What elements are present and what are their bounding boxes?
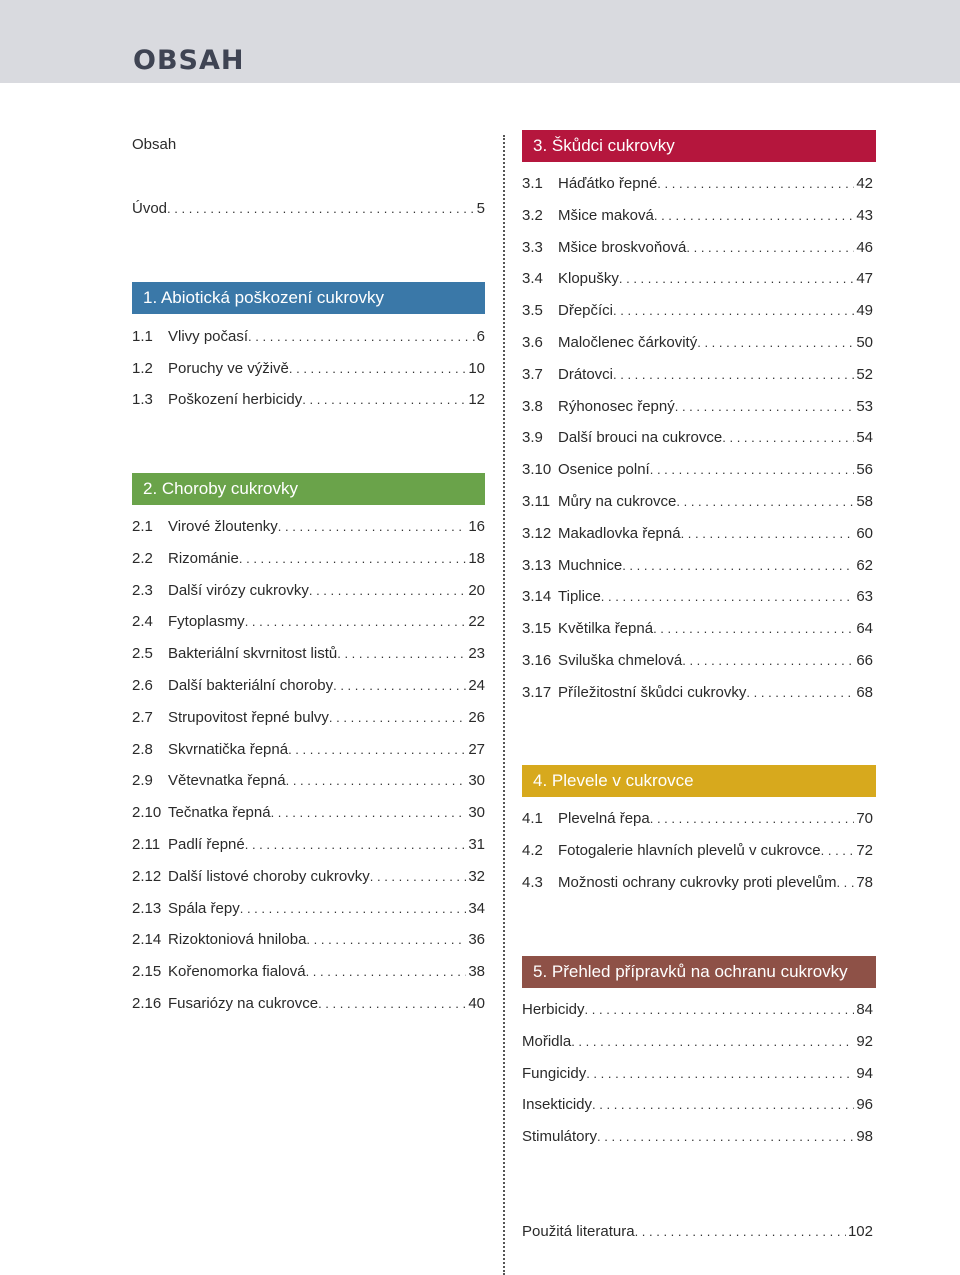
toc-entry[interactable] — [132, 676, 485, 696]
toc-entry-title: Herbicidy — [522, 1001, 585, 1018]
toc-entry-number: 2.3 — [132, 581, 153, 599]
toc-entry-page: 52 — [856, 365, 873, 383]
leader-dots — [697, 333, 854, 353]
toc-entry-number: 3.11 — [522, 493, 551, 510]
toc-entry[interactable] — [522, 619, 873, 639]
leader-dots — [318, 994, 466, 1014]
toc-entry-page: 6 — [476, 328, 485, 345]
leader-dots — [286, 771, 467, 791]
toc-entry-number: 2.5 — [132, 645, 153, 663]
toc-entry-number: 2.13 — [132, 899, 162, 917]
leader-dots — [245, 835, 467, 855]
toc-entry-page: 72 — [856, 841, 873, 859]
toc-entry[interactable] — [522, 174, 873, 194]
toc-entry-title: Květilka řepná — [558, 620, 654, 638]
leader-dots — [240, 899, 467, 919]
toc-entry-title: Další brouci na cukrovce — [558, 429, 723, 447]
leader-dots — [329, 708, 466, 728]
column-divider — [503, 135, 505, 1275]
toc-entry-title: Bakteriální skvrnitost listů — [168, 645, 338, 663]
toc-entry-page: 24 — [468, 677, 485, 694]
toc-entry-title: Rizoktoniová hniloba — [168, 931, 307, 949]
toc-entry-page: 40 — [468, 995, 485, 1012]
toc-entry[interactable] — [522, 809, 873, 829]
toc-entry-uvod[interactable] — [132, 199, 485, 219]
toc-entry-page: 49 — [856, 302, 873, 320]
leader-dots — [597, 1127, 854, 1147]
toc-entry-page: 58 — [856, 493, 873, 510]
leader-dots — [309, 581, 466, 601]
toc-entry-number: 3.14 — [522, 588, 552, 606]
leader-dots — [306, 962, 467, 982]
leader-dots — [686, 238, 854, 258]
toc-entry-title: Skvrnatička řepná — [168, 740, 289, 758]
toc-entry-number: 3.10 — [522, 461, 552, 479]
toc-entry-title: Osenice polní — [558, 461, 650, 479]
toc-entry-page: 92 — [856, 1032, 873, 1050]
toc-entry-number: 3.8 — [522, 397, 543, 415]
toc-entry-page: 18 — [468, 549, 485, 567]
toc-entry-page: 30 — [468, 804, 485, 822]
toc-entry-number: 3.2 — [522, 206, 543, 224]
toc-entry-page: 70 — [856, 810, 873, 827]
toc-entry[interactable] — [522, 524, 873, 544]
toc-entry-title: Maločlenec čárkovitý — [558, 334, 698, 351]
leader-dots — [613, 301, 854, 321]
toc-entry-page: 22 — [468, 613, 485, 631]
toc-entry-page: 62 — [856, 556, 873, 574]
toc-entry-title: Muchnice — [558, 556, 623, 574]
leader-dots — [622, 556, 854, 576]
toc-entry-number: 2.15 — [132, 963, 162, 981]
toc-entry[interactable] — [522, 841, 873, 861]
leader-dots — [746, 683, 854, 703]
toc-entry-title: Možnosti ochrany cukrovky proti plevelům — [558, 873, 837, 891]
toc-entry-title: Sviluška chmelová — [558, 652, 683, 669]
leader-dots — [635, 1222, 846, 1242]
toc-entry[interactable] — [522, 397, 873, 417]
toc-entry-title: Klopušky — [558, 270, 619, 288]
toc-entry-title: Drátovci — [558, 365, 614, 383]
toc-entry[interactable] — [522, 1000, 873, 1020]
toc-entry-title: Strupovitost řepné bulvy — [168, 708, 329, 726]
toc-entry[interactable] — [522, 460, 873, 480]
toc-entry-page: 38 — [468, 963, 485, 981]
toc-entry-number: 3.5 — [522, 302, 543, 320]
toc-entry[interactable] — [522, 428, 873, 448]
toc-entry-title: Stimulátory — [522, 1128, 598, 1146]
leader-dots — [619, 269, 854, 289]
toc-entry-number: 3.7 — [522, 365, 543, 383]
toc-entry[interactable] — [132, 517, 485, 537]
toc-entry-title: Tečnatka řepná — [168, 804, 271, 822]
section-heading-abiotic[interactable] — [132, 282, 485, 314]
leader-dots — [333, 676, 466, 696]
toc-entry-title: Makadlovka řepná — [558, 524, 681, 542]
toc-entry-title: Můry na cukrovce — [558, 493, 677, 510]
toc-entry-number: 2.11 — [132, 836, 161, 853]
toc-entry-page: 56 — [856, 461, 873, 479]
toc-entry-number: 3.6 — [522, 334, 543, 351]
toc-entry[interactable] — [132, 581, 485, 601]
leader-dots — [675, 397, 855, 417]
leader-dots — [650, 460, 855, 480]
toc-entry-title: Insekticidy — [522, 1096, 593, 1114]
toc-entry-number: 3.3 — [522, 238, 543, 256]
toc-entry[interactable] — [522, 365, 873, 385]
toc-entry-page: 43 — [856, 206, 873, 224]
toc-entry[interactable] — [522, 683, 873, 703]
toc-entry-number: 2.16 — [132, 995, 162, 1012]
toc-entry-title: Použitá literatura — [522, 1223, 635, 1240]
toc-entry-page: 84 — [856, 1001, 873, 1018]
toc-entry-page: 102 — [847, 1223, 873, 1240]
toc-entry-title: Mšice broskvoňová — [558, 238, 687, 256]
leader-dots — [271, 803, 467, 823]
toc-entry[interactable] — [522, 1064, 873, 1084]
toc-entry-page: 53 — [856, 397, 873, 415]
leader-dots — [586, 1064, 854, 1084]
section-heading-label: 5. Přehled přípravků na ochranu cukrovky — [533, 962, 848, 981]
toc-entry-number: 3.16 — [522, 652, 552, 669]
toc-entry-number: 3.17 — [522, 683, 552, 701]
toc-entry[interactable] — [132, 644, 485, 664]
toc-entry[interactable] — [132, 612, 485, 632]
toc-entry[interactable] — [522, 238, 873, 258]
section-heading-label: 3. Škůdci cukrovky — [533, 136, 675, 155]
toc-entry-number: 3.13 — [522, 556, 552, 574]
toc-entry-page: 63 — [856, 588, 873, 606]
toc-entry[interactable] — [522, 1032, 873, 1052]
leader-dots — [650, 809, 855, 829]
toc-entry-number: 3.15 — [522, 620, 552, 638]
toc-entry[interactable] — [132, 835, 485, 855]
toc-entry-title: Další bakteriální choroby — [168, 677, 334, 694]
toc-entry-page: 32 — [468, 867, 485, 885]
leader-dots — [592, 1095, 854, 1115]
section-heading-diseases[interactable] — [132, 473, 485, 505]
section-heading-label: 4. Plevele v cukrovce — [533, 771, 694, 790]
toc-entry-number: 3.4 — [522, 270, 543, 288]
toc-entry[interactable] — [132, 359, 485, 379]
toc-entry-title: Další virózy cukrovky — [168, 581, 309, 599]
leader-dots — [239, 549, 466, 569]
toc-entry-title: Poškození herbicidy — [168, 391, 303, 409]
toc-entry-number: 2.8 — [132, 740, 153, 758]
toc-entry-number: 2.2 — [132, 549, 153, 567]
leader-dots — [571, 1032, 854, 1052]
leader-dots — [601, 587, 855, 607]
toc-entry-title: Fytoplasmy — [168, 613, 245, 631]
toc-entry-page: 23 — [468, 645, 485, 663]
toc-entry[interactable] — [522, 1095, 873, 1115]
toc-entry-number: 1.2 — [132, 359, 153, 377]
toc-entry-number: 2.10 — [132, 804, 162, 822]
toc-entry-page: 42 — [856, 175, 873, 192]
toc-entry-page: 10 — [468, 359, 485, 377]
toc-entry-page: 5 — [476, 200, 485, 217]
section-heading-label: 1. Abiotická poškození cukrovky — [143, 288, 384, 307]
toc-entry[interactable] — [132, 549, 485, 569]
toc-entry-page: 78 — [856, 873, 873, 891]
leader-dots — [676, 492, 854, 512]
page-header — [0, 0, 960, 83]
toc-entry-title: Poruchy ve výživě — [168, 359, 289, 377]
toc-entry-page: 66 — [856, 652, 873, 669]
toc-entry-number: 2.7 — [132, 708, 153, 726]
toc-entry-title: Dřepčíci — [558, 302, 614, 320]
leader-dots — [278, 517, 467, 537]
toc-entry-page: 34 — [468, 899, 485, 917]
toc-entry-title: Kořenomorka fialová — [168, 963, 306, 981]
toc-entry-number: 3.9 — [522, 429, 543, 447]
section-heading-products[interactable] — [522, 956, 876, 988]
toc-entry-page: 31 — [468, 836, 485, 853]
toc-entry[interactable] — [132, 327, 485, 347]
toc-entry[interactable] — [132, 930, 485, 950]
toc-entry-number: 1.1 — [132, 328, 153, 345]
toc-entry-number: 2.14 — [132, 931, 162, 949]
toc-entry-page: 60 — [856, 524, 873, 542]
toc-entry-number: 3.1 — [522, 175, 543, 192]
toc-entry[interactable] — [132, 740, 485, 760]
leader-dots — [370, 867, 467, 887]
toc-entry-page: 98 — [856, 1128, 873, 1146]
toc-entry-title: Rýhonosec řepný — [558, 397, 675, 415]
toc-entry[interactable] — [522, 651, 873, 671]
toc-entry-page: 27 — [468, 740, 485, 758]
leader-dots — [306, 930, 466, 950]
leader-dots — [836, 873, 854, 893]
toc-entry-title: Fungicidy — [522, 1064, 587, 1082]
toc-entry[interactable] — [522, 1127, 873, 1147]
toc-entry[interactable] — [132, 708, 485, 728]
section-heading-pests[interactable] — [522, 130, 876, 162]
toc-entry-number: 2.4 — [132, 613, 153, 631]
leader-dots — [585, 1000, 855, 1020]
toc-entry-page: 12 — [468, 391, 485, 409]
toc-entry[interactable] — [522, 333, 873, 353]
toc-entry[interactable] — [132, 867, 485, 887]
toc-entry-page: 46 — [856, 238, 873, 256]
toc-entry-number: 4.2 — [522, 841, 543, 859]
toc-entry[interactable] — [522, 556, 873, 576]
page-title: OBSAH — [133, 45, 245, 76]
toc-entry-page: 96 — [856, 1096, 873, 1114]
toc-entry-number: 2.6 — [132, 677, 153, 694]
toc-entry-title: Rizománie — [168, 549, 239, 567]
leader-dots — [654, 206, 854, 226]
toc-entry-title: Fotogalerie hlavních plevelů v cukrovce — [558, 841, 821, 859]
toc-entry-title: Padlí řepné — [168, 836, 245, 853]
leader-dots — [653, 619, 854, 639]
toc-entry-page: 94 — [856, 1064, 873, 1082]
toc-obsah[interactable]: Obsah — [132, 136, 177, 153]
toc-entry-title: Úvod — [132, 200, 168, 217]
toc-entry-number: 1.3 — [132, 391, 153, 409]
toc-entry-title: Spála řepy — [168, 899, 240, 917]
toc-entry[interactable] — [522, 587, 873, 607]
toc-entry-page: 50 — [856, 334, 873, 351]
toc-entry[interactable] — [522, 301, 873, 321]
toc-entry-title: Další listové choroby cukrovky — [168, 867, 370, 885]
toc-entry-number: 4.1 — [522, 810, 543, 827]
toc-entry-page: 64 — [856, 620, 873, 638]
toc-entry-title: Háďátko řepné — [558, 175, 658, 192]
toc-entry-page: 47 — [856, 270, 873, 288]
toc-entry[interactable] — [132, 803, 485, 823]
toc-entry[interactable] — [522, 206, 873, 226]
toc-entry-page: 20 — [468, 581, 485, 599]
leader-dots — [245, 612, 467, 632]
toc-entry-page: 26 — [468, 708, 485, 726]
leader-dots — [337, 644, 466, 664]
toc-entry-page: 68 — [856, 683, 873, 701]
leader-dots — [302, 390, 466, 410]
toc-entry-title: Vlivy počasí — [168, 328, 249, 345]
toc-entry[interactable] — [132, 771, 485, 791]
toc-entry-title: Virové žloutenky — [168, 518, 278, 535]
toc-entry-title: Mšice maková — [558, 206, 654, 224]
toc-entry-title: Mořidla — [522, 1032, 572, 1050]
leader-dots — [722, 428, 854, 448]
toc-entry[interactable] — [132, 962, 485, 982]
leader-dots — [289, 359, 466, 379]
toc-entry-title: Fusariózy na cukrovce — [168, 995, 319, 1012]
toc-entry[interactable] — [132, 994, 485, 1014]
leader-dots — [288, 740, 466, 760]
toc-entry-number: 3.12 — [522, 524, 552, 542]
toc-entry[interactable] — [522, 269, 873, 289]
toc-entry-number: 2.1 — [132, 518, 153, 535]
toc-entry-page: 36 — [468, 931, 485, 949]
leader-dots — [657, 174, 854, 194]
toc-entry-number: 2.9 — [132, 772, 153, 790]
toc-entry-title: Tiplice — [558, 588, 601, 606]
section-heading-weeds[interactable] — [522, 765, 876, 797]
leader-dots — [681, 524, 855, 544]
toc-entry-page: 30 — [468, 772, 485, 790]
toc-entry[interactable] — [132, 390, 485, 410]
section-heading-label: 2. Choroby cukrovky — [143, 479, 298, 498]
toc-entry-number: 2.12 — [132, 867, 162, 885]
toc-entry-number: 4.3 — [522, 873, 543, 891]
toc-entry-title: Příležitostní škůdci cukrovky — [558, 683, 747, 701]
toc-entry-page: 54 — [856, 429, 873, 447]
leader-dots — [167, 199, 475, 219]
leader-dots — [613, 365, 854, 385]
toc-entry[interactable] — [132, 899, 485, 919]
leader-dots — [682, 651, 854, 671]
toc-entry-title: Větevnatka řepná — [168, 772, 286, 790]
toc-entry-title: Plevelná řepa — [558, 810, 650, 827]
leader-dots — [821, 841, 855, 861]
leader-dots — [248, 327, 475, 347]
toc-entry-page: 16 — [468, 518, 485, 535]
toc-entry-literatura[interactable] — [522, 1222, 873, 1242]
toc-entry[interactable] — [522, 492, 873, 512]
toc-entry[interactable] — [522, 873, 873, 893]
